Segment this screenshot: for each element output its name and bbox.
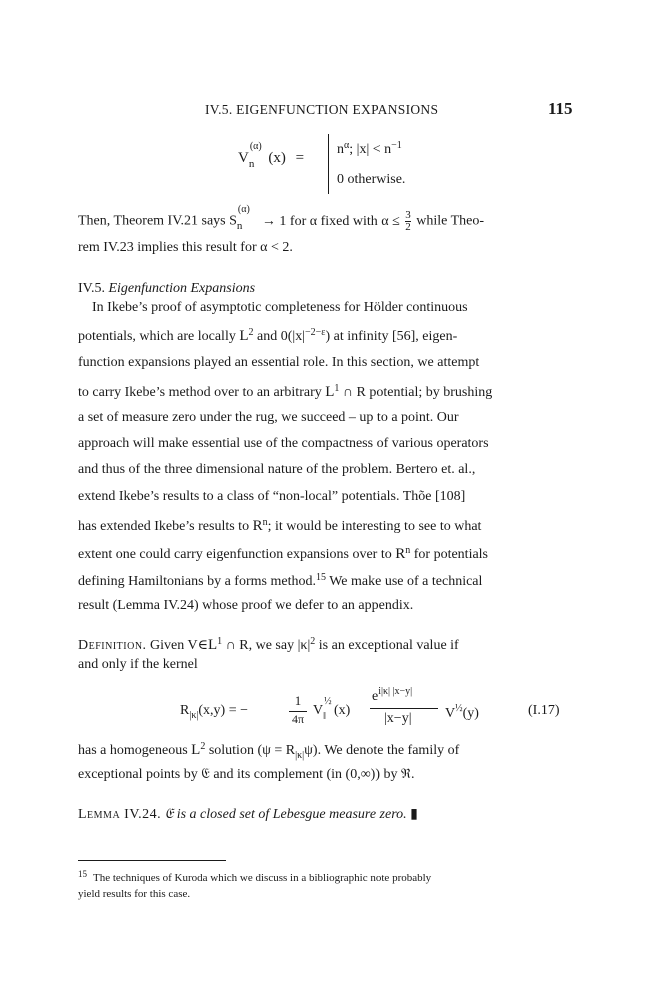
def-case-1: $n^\alpha$; $|x| < n^{-1}$ xyxy=(337,140,402,157)
equation-kernel-fraction-line xyxy=(370,708,438,709)
def-case-2: 0 otherwise. xyxy=(337,172,406,187)
equation-kernel-numerator: $e^{i|\kappa| |x-y|}$ xyxy=(372,686,413,704)
cases-brace xyxy=(328,134,329,194)
footnote-line-1: $^{15}$ The techniques of Kuroda which we discuss in a bibliographic note probably xyxy=(78,869,432,884)
para2-line-4: to carry Ikebe’s method over to an arbitrary $L^1$ ∩ R potential; by brushing xyxy=(78,383,493,400)
equation-v-left: V ½ $_‖$ (x) xyxy=(313,696,351,722)
lemma-statement: Lemma IV.24. 𝔈 is a closed set of Lebesgue measure zero. ▮ xyxy=(78,807,418,822)
para3-line-2: exceptional points by 𝔈 and its complement (in (0,∞)) by ℜ. xyxy=(78,767,415,782)
para2-line-7: and thus of the three dimensional nature of the problem. Bertero et. al., xyxy=(78,462,476,477)
equation-coeff-denominator: 4π xyxy=(291,712,305,726)
para2-line-5: a set of measure zero under the rug, we succeed – up to a point. Our xyxy=(78,410,459,425)
para3-line-1: has a homogeneous $L^2$ solution $(\psi = R_{|\kappa|}\psi)$. We denote the family of xyxy=(78,741,460,761)
running-header: IV.5. EIGENFUNCTION EXPANSIONS xyxy=(205,102,439,117)
definition-line-2: and only if the kernel xyxy=(78,657,198,672)
equation-v-right: $V^{\frac{1}{2}}(y)$ xyxy=(445,703,479,721)
para2-line-3: function expansions played an essential role. In this section, we attempt xyxy=(78,355,480,370)
para2-line-1: In Ikebe’s proof of asymptotic completeness for Hölder continuous xyxy=(92,300,468,315)
definition-line-1: Definition. Given $V\in L^1$ ∩ R, we say $|\kappa|^2$ is an exceptional value if xyxy=(78,636,459,653)
def-formula-lhs: V (α) $_n$ (x) = xyxy=(238,141,305,170)
footnote-line-2: yield results for this case. xyxy=(78,888,191,900)
equation-lhs: $R_{|\kappa|}(x,y)$ = − xyxy=(180,703,249,721)
para2-line-2: potentials, which are locally $L^2$ and $0(|x|^{-2-\varepsilon})$ at infinity [56], eigen- xyxy=(78,327,458,344)
para2-line-10: extent one could carry eigenfunction expansions over to $R^n$ for potentials xyxy=(78,545,489,562)
para1-line-1: Then, Theorem IV.21 says S (α) $_n$ → 1 for α fixed with α ≤ $\frac{3}{2}$ while Theo- xyxy=(78,203,485,233)
para2-line-6: approach will make essential use of the compactness of various operators xyxy=(78,436,489,451)
equation-kernel-denominator: |x−y| xyxy=(384,711,412,726)
para2-line-8: extend Ikebe’s results to a class of “non-local” potentials. Thõe [108] xyxy=(78,489,466,504)
section-heading: IV.5. Eigenfunction Expansions xyxy=(78,281,256,296)
equation-number: (I.17) xyxy=(528,703,560,718)
page-number: 115 xyxy=(548,99,573,118)
equation-coeff-numerator: 1 xyxy=(294,693,302,708)
para2-line-11: defining Hamiltonians by a forms method.$^{15}$ We make use of a technical xyxy=(78,572,483,589)
para1-line-2: rem IV.23 implies this result for α < 2. xyxy=(78,240,293,255)
para2-line-12: result (Lemma IV.24) whose proof we defer to an appendix. xyxy=(78,598,414,613)
footnote-rule xyxy=(78,860,226,861)
end-of-proof-mark: ▮ xyxy=(410,807,418,822)
para2-line-9: has extended Ikebe’s results to $R^n$; it would be interesting to see to what xyxy=(78,517,482,534)
